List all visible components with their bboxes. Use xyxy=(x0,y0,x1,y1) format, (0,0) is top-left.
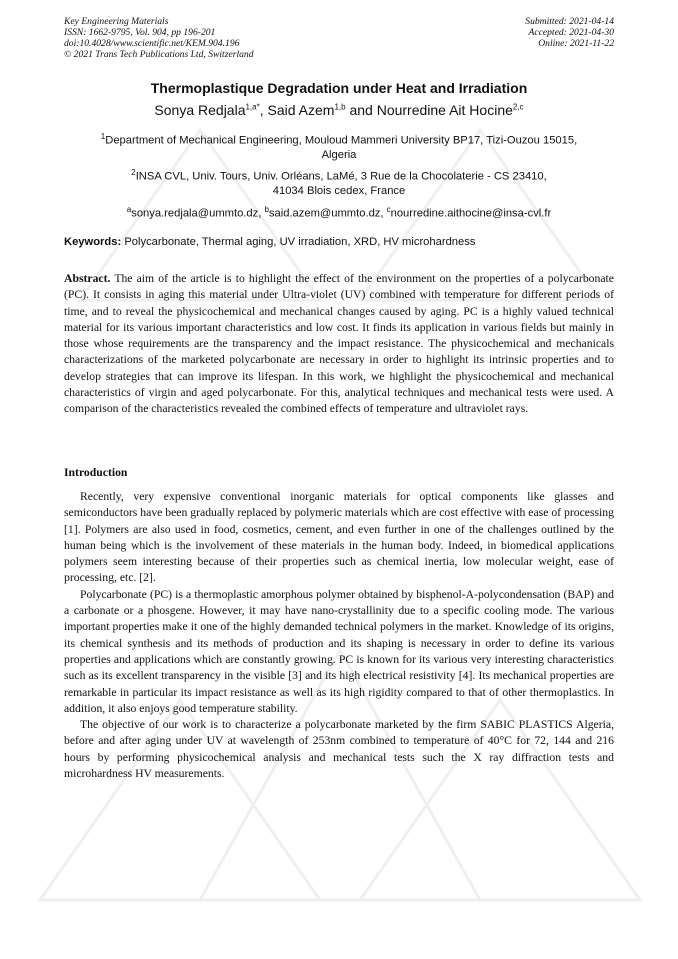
accepted-date: Accepted: 2021-04-30 xyxy=(528,27,614,38)
online-date: Online: 2021-11-22 xyxy=(538,38,614,49)
paragraph: Polycarbonate (PC) is a thermoplastic amorphous polymer obtained by bisphenol-A-polycondensation (BAP) and a carbonate or a phosgene. However, it may have nano-crystallinity due to a specific cooling mode. The various important properties make it one of the highly demanded technical polymers in the market. Knowledge of its origins, its chemical synthesis and its methods of production and its shaping is necessary in order to define its various properties and applications which are constantly growing. PC is known for its various very interesting characteristics such as its excellent transparency in the visible [3] and its high electrical resistivity [4]. Its mechanical properties are remarkable in particular its impact resistance as well as its high rigidity compared to that of other thermoplastics. In addition, it also enjoys good temperature stability. xyxy=(64,587,614,715)
author-list xyxy=(64,102,614,118)
keywords-label: Keywords: xyxy=(64,236,122,248)
submitted-date: Submitted: 2021-04-14 xyxy=(525,16,614,27)
email-link[interactable]: nourredine.aithocine@insa-cvl.fr xyxy=(390,207,552,220)
issn: ISSN: 1662-9795, Vol. 904, pp 196-201 xyxy=(64,27,216,38)
affiliation-sup: 2 xyxy=(131,168,136,177)
author-sup: 2,c xyxy=(512,102,524,112)
author-name: Said Azem xyxy=(267,102,335,118)
introduction-body xyxy=(64,489,614,782)
section-heading-introduction: Introduction xyxy=(64,466,128,479)
copyright: © 2021 Trans Tech Publications Ltd, Switzerland xyxy=(64,49,254,60)
email-sup: c xyxy=(386,205,391,214)
author-sup: 1,a* xyxy=(245,102,260,112)
paragraph: The objective of our work is to characterize a polycarbonate marketed by the firm SABIC PLASTICS Algeria, before and after aging under UV at wavelength of 253nm combined to temperature of 40°C for 72, 144 and 216 hours by performing physicochemical analysis and mechanical tests such the X ray diffraction tests and microhardness HV measurements. xyxy=(64,718,614,781)
paragraph: Recently, very expensive conventional inorganic materials for optical components like glasses and semiconductors have been gradually replaced by polymeric materials which are cost effective with ease of processing [1]. Polymers are also used in food, cosmetics, cement, and even further in one of the challenges outlined by the human being which is the involvement of these materials in the human body. Indeed, in biomedical applications polymers seem interesting because of their properties such as chemical inertia, low molecular weight, ease of processing, etc. [2]. xyxy=(64,490,614,585)
abstract-label: Abstract. xyxy=(64,272,111,285)
affiliation-line: Algeria xyxy=(321,149,357,162)
keywords-text: Polycarbonate, Thermal aging, UV irradiation, XRD, HV microhardness xyxy=(124,236,476,248)
publication-dates xyxy=(525,16,614,49)
author-sup: 1,b xyxy=(334,102,346,112)
email-list: $^a$sonya.redjala@ummto.dz, $^b$said.azem@ummto.dz, $^c$nourredine.aithocine@insa-cvl.fr xyxy=(126,205,552,220)
abstract-text: The aim of the article is to highlight the effect of the environment on the properties of a polycarbonate (PC). It consists in aging this material under Ultra-violet (UV) combined with temperature for different periods of time, and to reveal the physicochemical and mechanical changes caused by aging. PC is a highly valued technical material for its various important characteristics and low cost. It finds its application in various fields but mainly in those whose requirements are the transparency and the impact resistance. The physicochemical and mechanicals characterizations of the marketed polycarbonate are necessary in order to highlight its intrinsic properties and to develop strategies that can improve its lifespan. In this work, we highlight the physicochemical and mechanical characteristics of virgin and aged polycarbonate. For this, analytical techniques and mechanical tests were used. A comparison of the characteristics revealed the combined effects of temperature and ultraviolet rays. xyxy=(64,272,614,416)
paper-title: Thermoplastique Degradation under Heat and Irradiation xyxy=(150,80,528,96)
affiliation-2 xyxy=(64,166,614,199)
journal-name: Key Engineering Materials xyxy=(64,16,169,27)
affiliation-1 xyxy=(64,130,614,163)
email-link[interactable]: said.azem@ummto.dz xyxy=(268,207,381,220)
email-link[interactable]: sonya.redjala@ummto.dz xyxy=(131,207,259,220)
email-sup: b xyxy=(264,205,269,214)
keywords xyxy=(64,236,614,248)
journal-info xyxy=(64,16,254,60)
abstract xyxy=(64,271,614,418)
author-name: Nourredine Ait Hocine xyxy=(376,102,513,118)
affiliation-sup: 1 xyxy=(100,132,106,141)
affiliation-line: Department of Mechanical Engineering, Mouloud Mammeri University BP17, Tizi-Ouzou 15015, xyxy=(105,134,578,147)
doi: doi:10.4028/www.scientific.net/KEM.904.196 xyxy=(64,38,240,49)
affiliation-line: INSA CVL, Univ. Tours, Univ. Orléans, LaMé, 3 Rue de la Chocolaterie - CS 23410, xyxy=(135,170,547,183)
author-separator: , xyxy=(259,102,268,118)
author-separator: and xyxy=(345,102,377,118)
author-name: Sonya Redjala xyxy=(154,102,246,118)
email-sup: a xyxy=(126,205,132,214)
affiliation-line: 41034 Blois cedex, France xyxy=(272,185,406,198)
